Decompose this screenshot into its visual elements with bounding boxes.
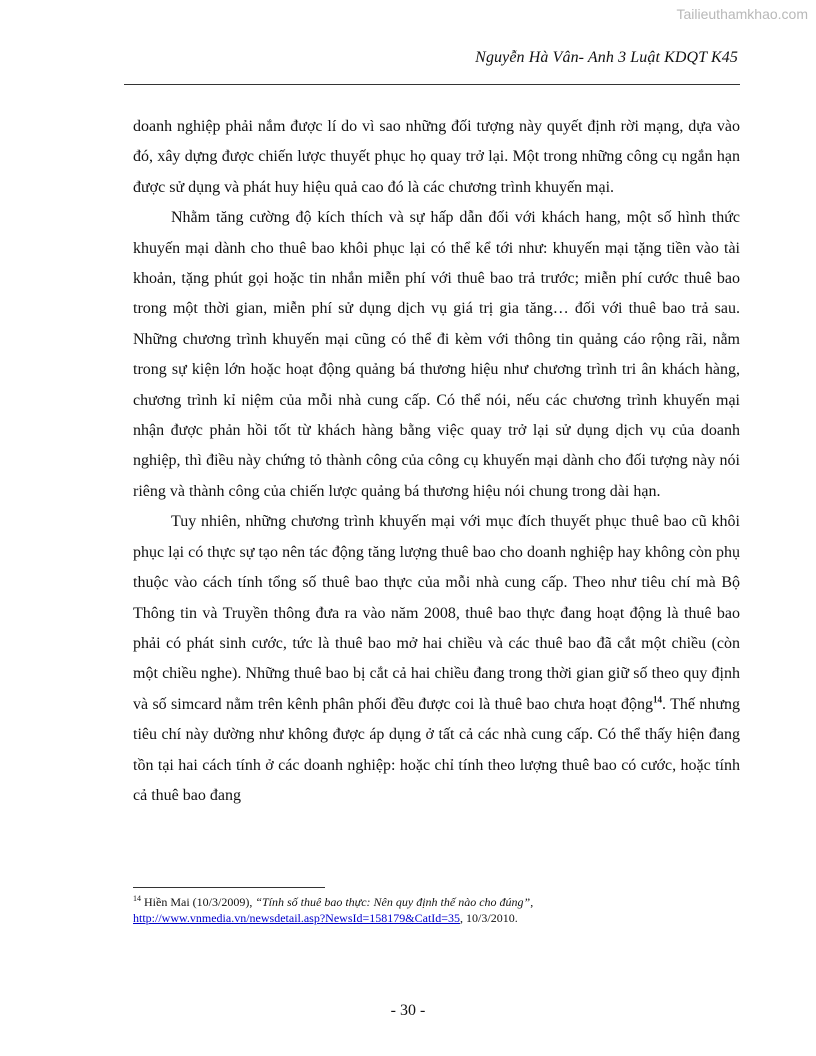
body-text <box>133 112 740 811</box>
footnote-number: 14 <box>133 894 141 903</box>
paragraph-3-text-after: . Thế nhưng tiêu chí này dường như không được áp dụng ở tất cả các nhà cung cấp. Có thể thấy hiện đang tồn tại hai cách tính ở các doanh nghiệp: hoặc chỉ tính theo lượng thuê bao có cước, hoặc tính cả thuê bao đang <box>133 695 740 804</box>
page-number: - 30 - <box>390 1002 426 1019</box>
footnote-comma: , <box>530 895 534 909</box>
paragraph-3-text-before: Tuy nhiên, những chương trình khuyến mại với mục đích thuyết phục thuê bao cũ khôi phục lại có thực sự tạo nên tác động tăng lượng thuê bao cho doanh nghiệp hay không còn phụ thuộc vào cách tính tổng số thuê bao thực của mỗi nhà cung cấp. Theo như tiêu chí mà Bộ Thông tin và Truyền thông đưa ra vào năm 2008, thuê bao thực đang hoạt động là thuê bao phải có phát sinh cước, tức là thuê bao mở hai chiều và các thuê bao đã cắt một chiều (còn một chiều nghe). Những thuê bao bị cắt cả hai chiều đang trong thời gian giữ số theo quy định và số simcard nằm trên kênh phân phối đều được coi là thuê bao chưa hoạt động <box>133 513 740 713</box>
footnote-source-link[interactable]: http://www.vnmedia.vn/newsdetail.asp?NewsId=158179&CatId=35 <box>133 911 461 925</box>
footnote-reference[interactable]: 14 <box>653 694 663 705</box>
footnote <box>133 894 740 926</box>
paragraph-1: doanh nghiệp phải nắm được lí do vì sao những đối tượng này quyết định rời mạng, dựa vào đó, xây dựng được chiến lược thuyết phục họ quay trở lại. Một trong những công cụ ngắn hạn được sử dụng và phát huy hiệu quả cao đó là các chương trình khuyến mại. <box>133 118 740 196</box>
footnote-access-date: , 10/3/2010. <box>460 911 518 925</box>
footnote-author-date: Hiền Mai (10/3/2009), <box>141 895 256 909</box>
paragraph-2: Nhằm tăng cường độ kích thích và sự hấp dẫn đối với khách hang, một số hình thức khuyến mại dành cho thuê bao khôi phục lại có thể kể tới như: khuyến mại tặng tiền vào tài khoản, tặng phút gọi hoặc tin nhắn miễn phí với thuê bao trả trước; miễn phí cước thuê bao trong một thời gian, miễn phí sử dụng dịch vụ giá trị gia tăng… đối với thuê bao trả sau. Những chương trình khuyến mại cũng có thể đi kèm với thông tin quảng cáo rộng rãi, nằm trong sự kiện lớn hoặc hoạt động quảng bá thương hiệu như chương trình tri ân khách hàng, chương trình kỉ niệm của mỗi nhà cung cấp. Có thể nói, nếu các chương trình khuyến mại nhận được phản hồi tốt từ khách hàng bằng việc quay trở lại sử dụng dịch vụ của doanh nghiệp, thì điều này chứng tỏ thành công của công cụ khuyến mại dành cho đối tượng này nói riêng và thành công của chiến lược quảng bá thương hiệu nói chung trong dài hạn. <box>133 209 740 500</box>
watermark: Tailieuthamkhao.com <box>676 6 808 22</box>
header-divider <box>124 84 740 85</box>
footnote-divider <box>133 887 325 888</box>
footnote-article-title: “Tính số thuê bao thực: Nên quy định thế nào cho đúng” <box>255 895 531 909</box>
running-header: Nguyễn Hà Vân- Anh 3 Luật KDQT K45 <box>475 49 738 66</box>
paragraph-3 <box>133 507 740 811</box>
